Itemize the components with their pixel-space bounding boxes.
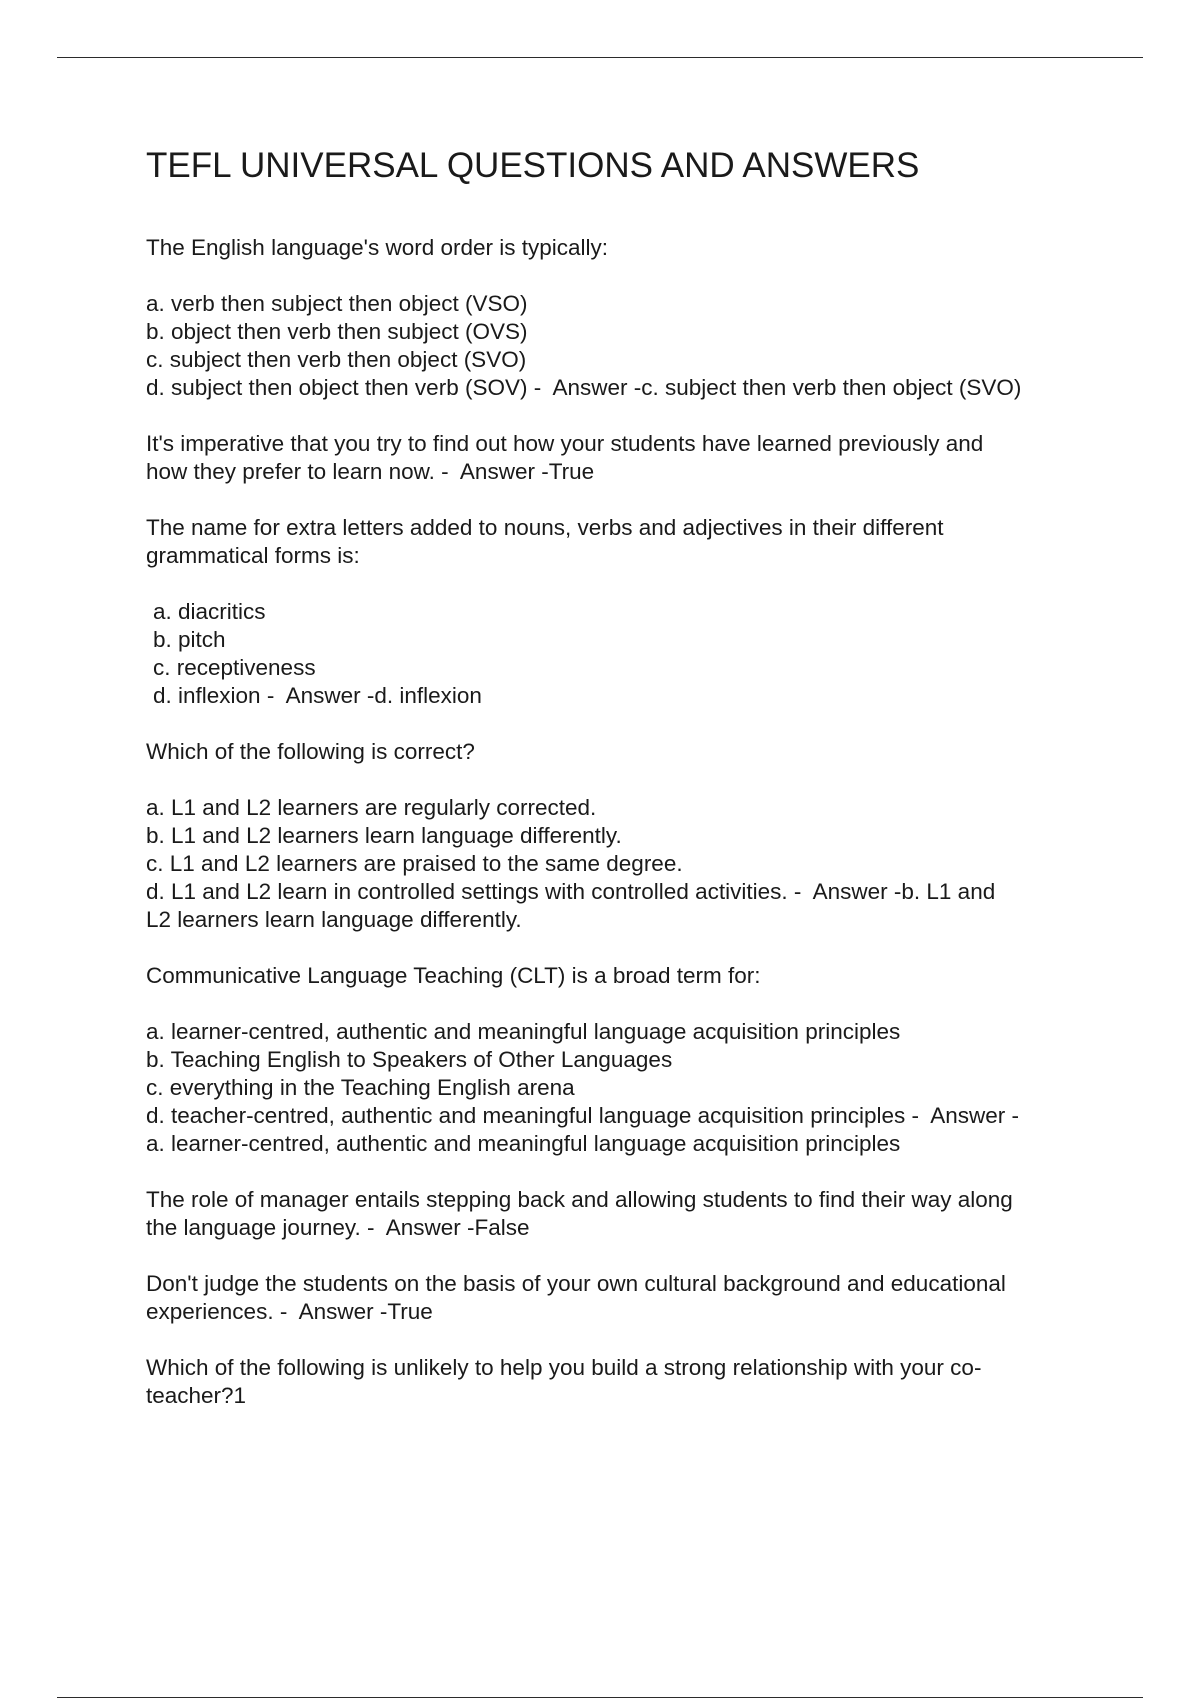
question-4-stem: [146, 738, 1106, 766]
option-line: a. L1 and L2 learners are regularly corrected.: [146, 795, 597, 820]
option-line: d. subject then object then verb (SOV) - Answer -c. subject then verb then object (SVO): [146, 375, 1022, 400]
option-line: L2 learners learn language differently.: [146, 907, 522, 932]
option-line: a. verb then subject then object (VSO): [146, 291, 528, 316]
bottom-rule: [57, 1697, 1143, 1698]
question-5-stem: [146, 962, 1106, 990]
question-5-options: [146, 1018, 1106, 1158]
question-3-options: [146, 598, 1106, 710]
document-body: [146, 140, 1106, 1438]
text-line: Don't judge the students on the basis of your own cultural background and educational: [146, 1271, 1006, 1296]
text-line: Which of the following is unlikely to help you build a strong relationship with your co-: [146, 1355, 982, 1380]
top-rule: [57, 57, 1143, 58]
option-line: a. learner-centred, authentic and meaningful language acquisition principles: [146, 1019, 901, 1044]
text-line: It's imperative that you try to find out how your students have learned previously and: [146, 431, 984, 456]
text-line: experiences. - Answer -True: [146, 1299, 433, 1324]
option-line: d. teacher-centred, authentic and meaningful language acquisition principles - Answer -: [146, 1103, 1020, 1128]
text-line: Communicative Language Teaching (CLT) is a broad term for:: [146, 963, 761, 988]
option-line: b. L1 and L2 learners learn language differently.: [146, 823, 622, 848]
text-line: how they prefer to learn now. - Answer -True: [146, 459, 595, 484]
text-line: the language journey. - Answer -False: [146, 1215, 530, 1240]
document-title: TEFL UNIVERSAL QUESTIONS AND ANSWERS: [146, 146, 920, 185]
text-line: teacher?1: [146, 1383, 247, 1408]
question-8-stem: [146, 1354, 1106, 1410]
option-line: c. everything in the Teaching English arena: [146, 1075, 575, 1100]
option-line: b. object then verb then subject (OVS): [146, 319, 528, 344]
text-line: The role of manager entails stepping back and allowing students to find their way along: [146, 1187, 1013, 1212]
option-line: c. receptiveness: [153, 655, 316, 680]
question-2: [146, 430, 1106, 486]
question-4-options: [146, 794, 1106, 934]
option-line: b. Teaching English to Speakers of Other Languages: [146, 1047, 673, 1072]
option-line: b. pitch: [153, 627, 226, 652]
option-line: a. learner-centred, authentic and meaningful language acquisition principles: [146, 1131, 901, 1156]
option-line: c. subject then verb then object (SVO): [146, 347, 527, 372]
question-7: [146, 1270, 1106, 1326]
question-1-stem: [146, 234, 1106, 262]
option-line: d. inflexion - Answer -d. inflexion: [153, 683, 482, 708]
text-line: The English language's word order is typically:: [146, 235, 609, 260]
question-6: [146, 1186, 1106, 1242]
text-line: The name for extra letters added to nouns, verbs and adjectives in their different: [146, 515, 944, 540]
option-line: c. L1 and L2 learners are praised to the same degree.: [146, 851, 683, 876]
question-1-options: [146, 290, 1106, 402]
question-3-stem: [146, 514, 1106, 570]
option-line: a. diacritics: [153, 599, 266, 624]
option-line: d. L1 and L2 learn in controlled settings with controlled activities. - Answer -b. L1 and: [146, 879, 996, 904]
text-line: Which of the following is correct?: [146, 739, 475, 764]
text-line: grammatical forms is:: [146, 543, 360, 568]
